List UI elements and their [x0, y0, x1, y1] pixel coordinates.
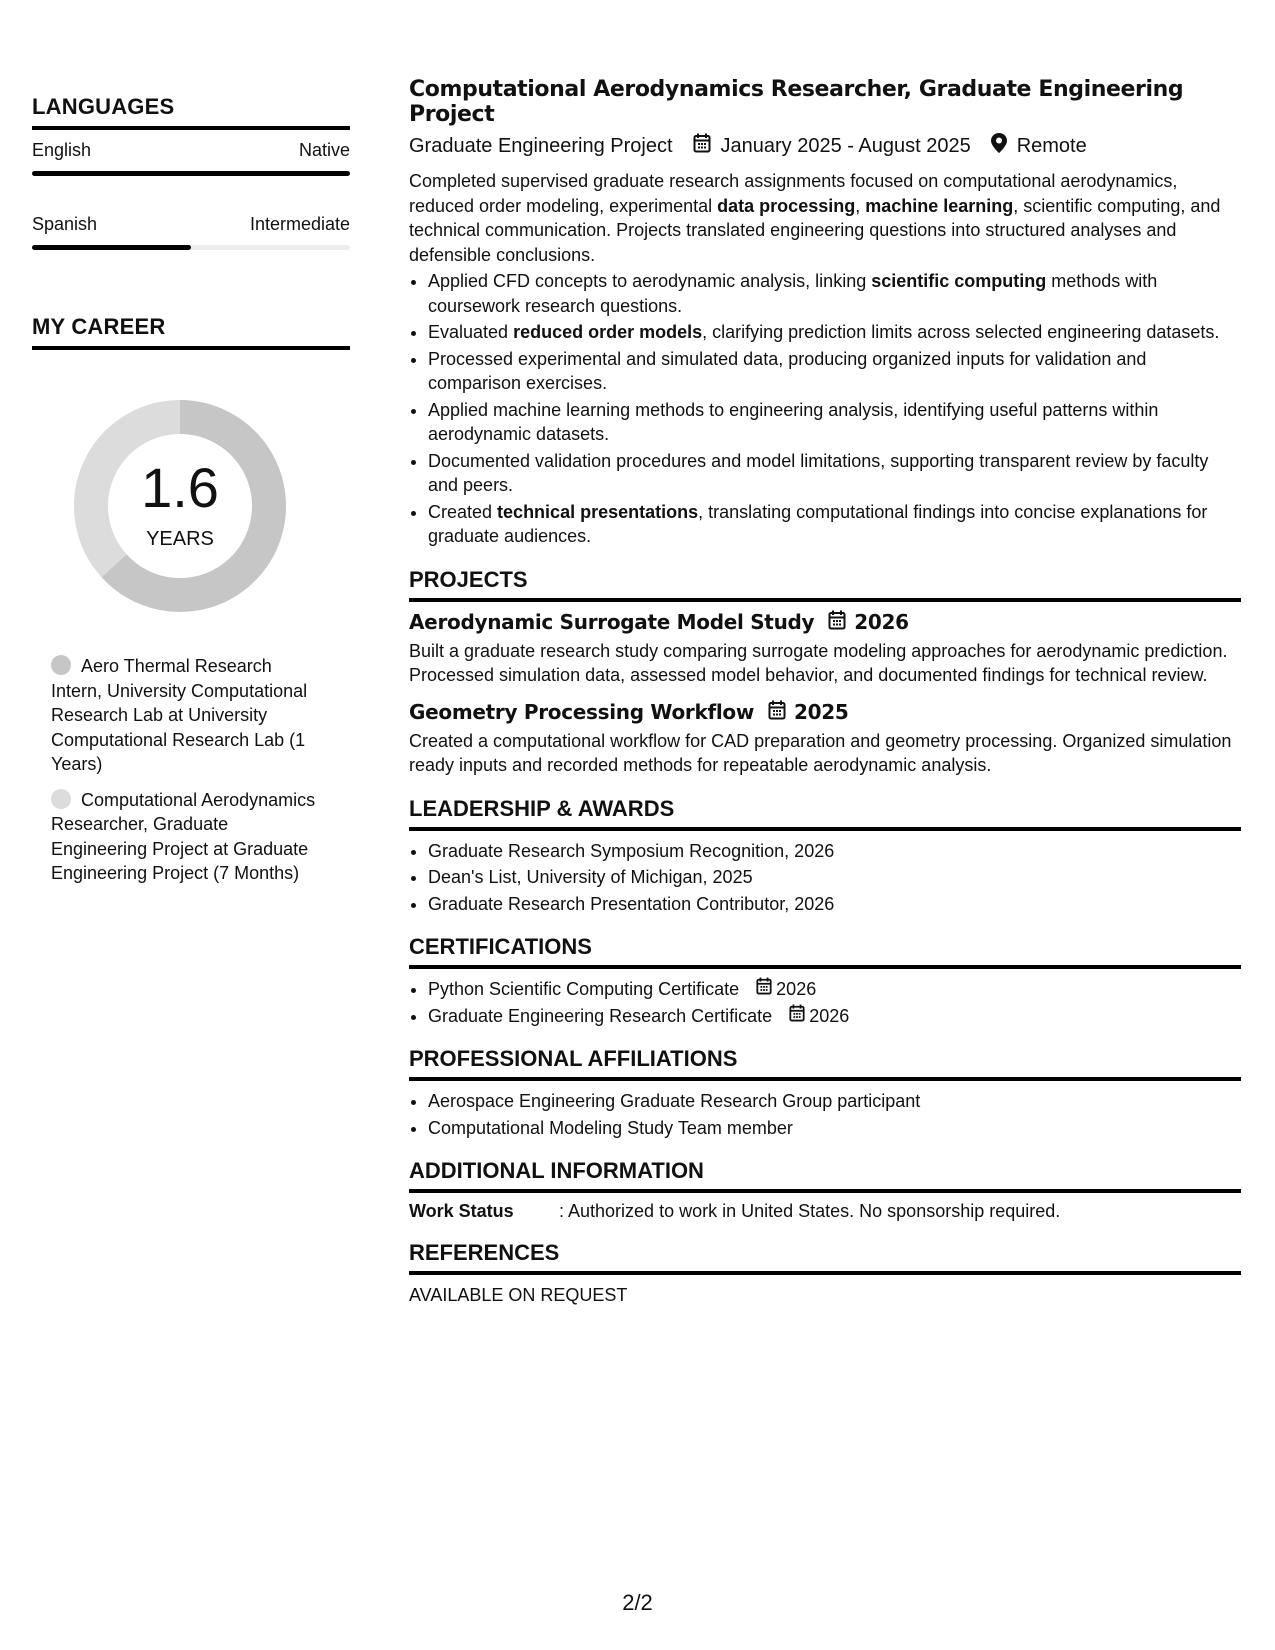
- references-text: AVAILABLE ON REQUEST: [409, 1285, 628, 1305]
- language-proficiency-fill: [32, 245, 191, 250]
- additional-info-heading: ADDITIONAL INFORMATION: [409, 1158, 1241, 1193]
- legend-dot: [51, 789, 71, 809]
- job-bullet: [428, 347, 1241, 396]
- certification-item: [428, 1004, 1241, 1029]
- bullet-text: Processed experimental and simulated data, producing organized inputs for validation and comparison exercises.: [428, 348, 1147, 393]
- calendar-icon: [828, 610, 846, 635]
- career-legend-item: [51, 788, 321, 886]
- certifications-list: [409, 977, 1241, 1028]
- job-description-keyword: data processing: [717, 195, 856, 216]
- language-proficiency-bar: [32, 245, 350, 250]
- legend-dot: [51, 655, 71, 675]
- bullet-text: methods with coursework research questions.: [428, 271, 1158, 316]
- bullet-keyword: reduced order models: [513, 322, 703, 342]
- certifications-heading: CERTIFICATIONS: [409, 934, 1241, 969]
- bullet-text: Applied CFD concepts to aerodynamic analysis, linking: [428, 271, 872, 291]
- award-item: • Dean's List, University of Michigan, 2025: [428, 865, 1241, 890]
- work-status-label: Work Status: [409, 1201, 514, 1221]
- project-item: [409, 610, 1241, 688]
- project-title: Aerodynamic Surrogate Model Study: [409, 610, 815, 634]
- bullet-text: Documented validation procedures and model limitations, supporting transparent review by faculty and peers.: [428, 450, 1209, 495]
- calendar-icon: [789, 1004, 805, 1029]
- location-pin-icon: [991, 133, 1007, 159]
- certification-name: Python Scientific Computing Certificate: [428, 979, 740, 999]
- job-location: Remote: [1016, 134, 1087, 157]
- language-level: Native: [298, 140, 350, 160]
- award-item: • Graduate Research Symposium Recognition, 2026: [428, 839, 1241, 864]
- affiliation-item: • Computational Modeling Study Team member: [428, 1116, 1241, 1141]
- career-heading: MY CAREER: [32, 314, 350, 350]
- left-column: [32, 94, 350, 897]
- job-description: [409, 169, 1241, 267]
- bullet-text: Applied machine learning methods to engineering analysis, identifying useful patterns within aerodynamic datasets.: [428, 399, 1159, 444]
- work-status-row: [409, 1201, 1241, 1222]
- affiliations-heading: PROFESSIONAL AFFILIATIONS: [409, 1046, 1241, 1081]
- languages-heading: LANGUAGES: [32, 94, 350, 130]
- language-item: [32, 140, 350, 176]
- affiliation-item: • Aerospace Engineering Graduate Research Group participant: [428, 1089, 1241, 1114]
- bullet-keyword: technical presentations: [497, 501, 699, 522]
- language-proficiency-bar: [32, 171, 350, 176]
- job-dates: January 2025 - August 2025: [720, 134, 971, 157]
- project-description: Created a computational workflow for CAD preparation and geometry processing. Organized simulation ready inputs and recorded methods for repeatable aerodynamic analysis.: [409, 730, 1232, 775]
- page-number: 2/2: [622, 1590, 653, 1615]
- projects-heading: PROJECTS: [409, 567, 1241, 602]
- project-year: 2025: [794, 700, 849, 724]
- job-title: Computational Aerodynamics Researcher, Graduate Engineering Project: [409, 77, 1184, 127]
- job-bullet: [428, 269, 1241, 318]
- right-column: [409, 77, 1241, 1306]
- career-legend: [51, 654, 321, 886]
- job-bullet: [428, 500, 1241, 549]
- awards-heading: LEADERSHIP & AWARDS: [409, 796, 1241, 831]
- career-total-value: 1.6: [141, 456, 219, 519]
- certification-year: 2026: [809, 1005, 850, 1026]
- bullet-text: , translating computational findings into concise explanations for graduate audiences.: [428, 501, 1208, 546]
- bullet-text: Evaluated: [428, 322, 514, 342]
- bullet-keyword: scientific computing: [871, 271, 1047, 291]
- project-description: Built a graduate research study comparing surrogate modeling approaches for aerodynamic prediction. Processed simulation data, assessed model behavior, and documented findings for technical review.: [409, 640, 1228, 685]
- job-meta: [409, 133, 1241, 159]
- job-bullet: [428, 449, 1241, 498]
- career-total-unit: YEARS: [146, 528, 214, 550]
- references-heading: REFERENCES: [409, 1240, 1241, 1275]
- career-legend-item: [51, 654, 321, 777]
- award-item: • Graduate Research Presentation Contributor, 2026: [428, 892, 1241, 917]
- language-item: [32, 214, 350, 250]
- language-proficiency-fill: [32, 171, 350, 176]
- job-description-text: , scientific computing, and technical communication. Projects translated engineering questions into structured analyses and defensible conclusions.: [409, 195, 1221, 265]
- calendar-icon: [768, 700, 786, 725]
- affiliations-list: [409, 1089, 1241, 1140]
- project-title: Geometry Processing Workflow: [409, 700, 755, 724]
- job-bullets: [409, 269, 1241, 549]
- career-donut-chart: [66, 392, 294, 620]
- certification-year: 2026: [776, 979, 817, 999]
- project-item: [409, 700, 1241, 778]
- job-description-text: Completed supervised graduate research assignments focused on computational aerodynamics, reduced order modeling, experimental: [409, 171, 1178, 216]
- job-company: Graduate Engineering Project: [409, 134, 673, 157]
- job-description-keyword: machine learning: [865, 195, 1014, 216]
- calendar-icon: [756, 977, 772, 1002]
- job-description-text: ,: [855, 195, 866, 216]
- calendar-icon: [693, 133, 711, 159]
- job-bullet: [428, 320, 1241, 345]
- language-name: English: [32, 140, 92, 160]
- career-legend-label: Computational Aerodynamics Researcher, Graduate Engineering Project at Graduate Engineering Project (7 Months): [51, 789, 316, 883]
- project-year: 2026: [854, 610, 909, 634]
- career-legend-label: Aero Thermal Research Intern, University Computational Research Lab at University Computational Research Lab (1 Years): [51, 656, 308, 774]
- certification-name: Graduate Engineering Research Certificate: [428, 1005, 773, 1026]
- awards-list: [409, 839, 1241, 917]
- bullet-text: Created: [428, 501, 498, 522]
- work-status-value: : Authorized to work in United States. No sponsorship required.: [559, 1201, 1061, 1221]
- language-name: Spanish: [32, 214, 98, 234]
- bullet-text: , clarifying prediction limits across selected engineering datasets.: [702, 322, 1220, 342]
- job-bullet: [428, 398, 1241, 447]
- language-level: Intermediate: [249, 214, 350, 234]
- certification-item: [428, 977, 1241, 1002]
